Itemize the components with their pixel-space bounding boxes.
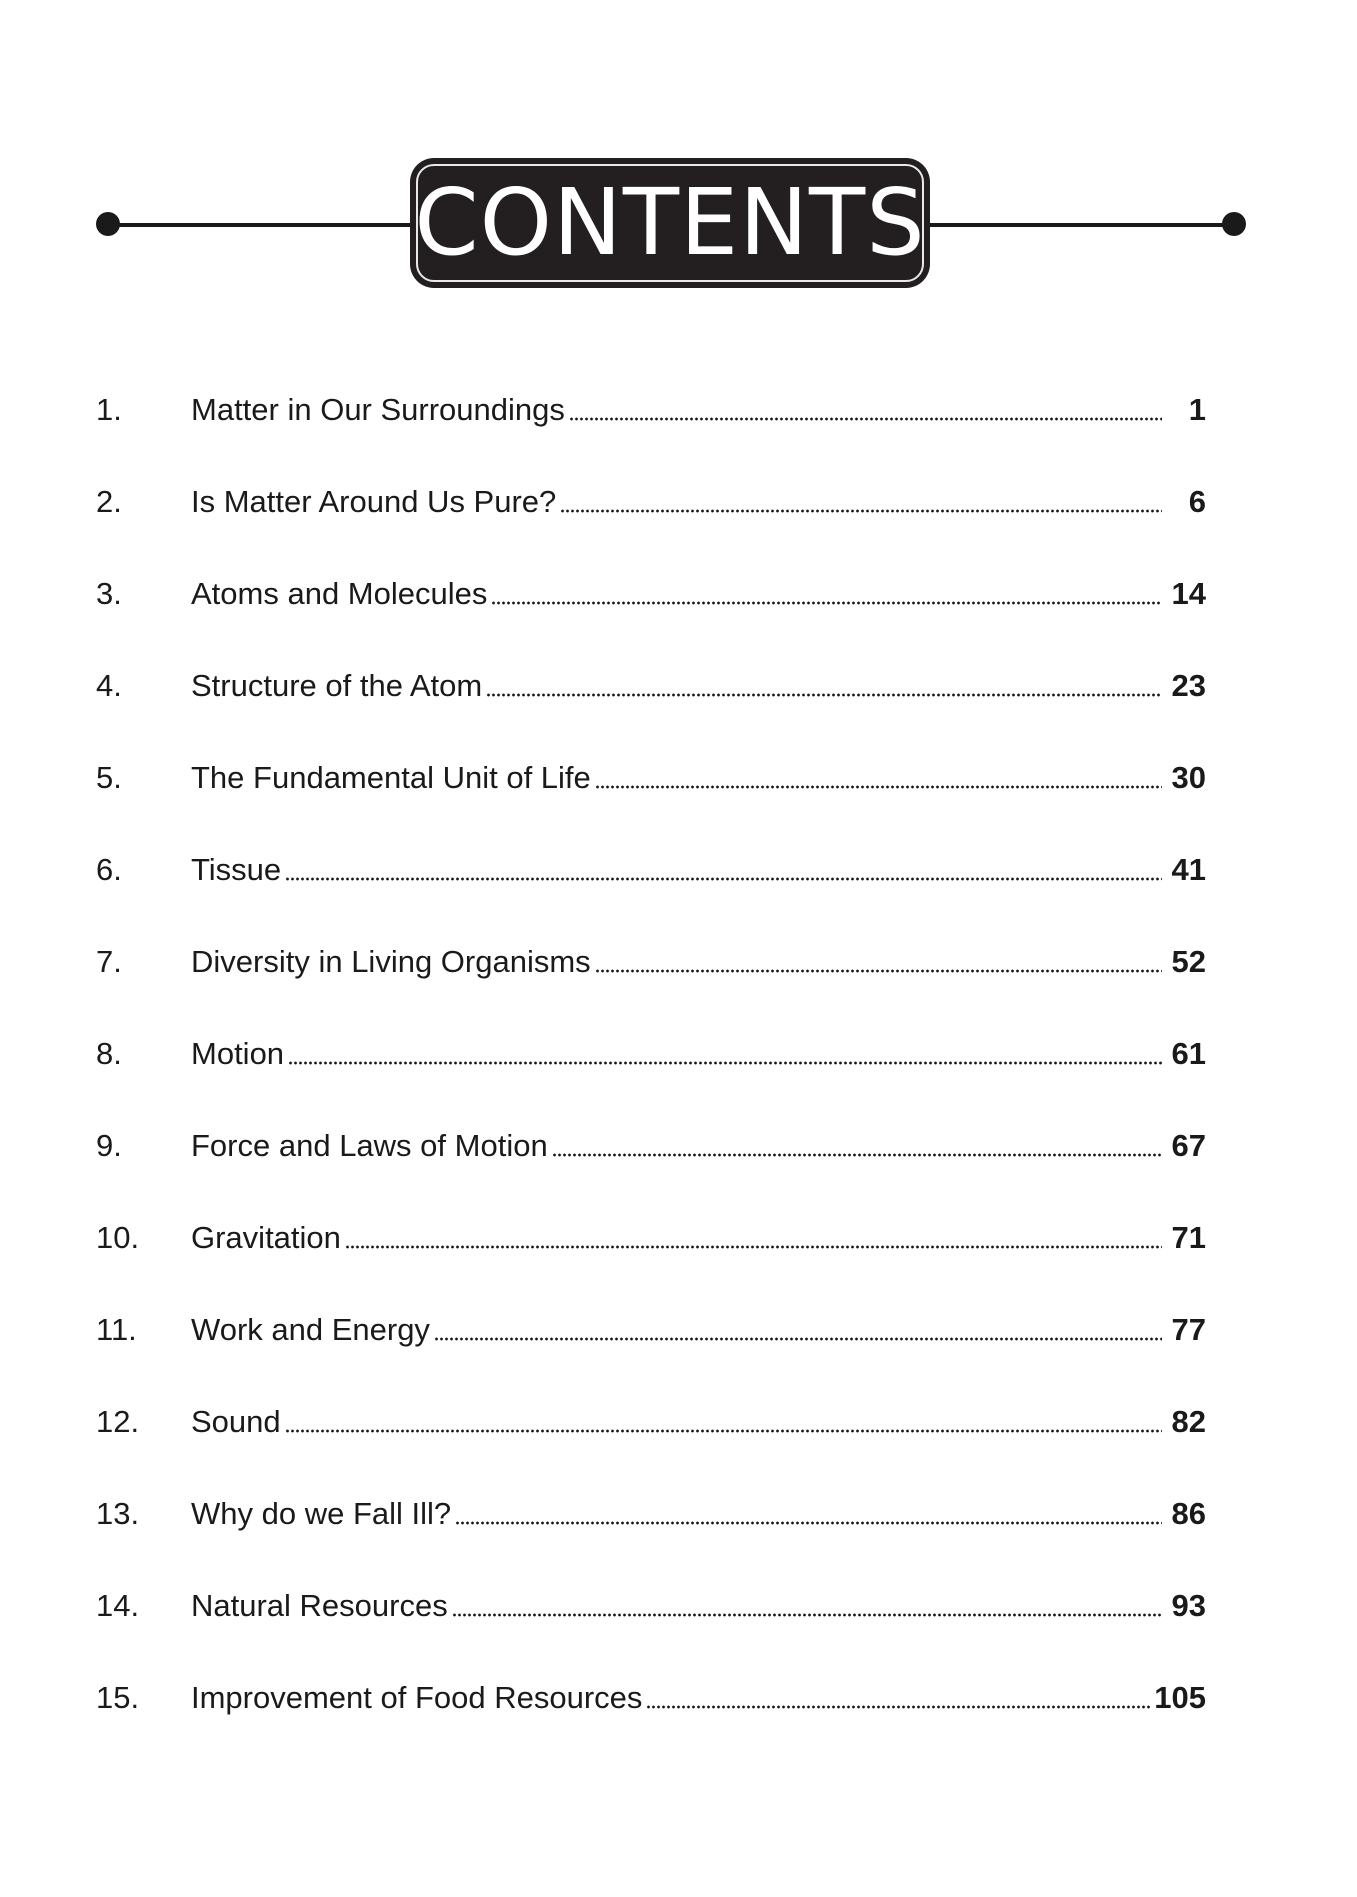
dot-leader (288, 1061, 1162, 1065)
toc-entry[interactable] (96, 1586, 1206, 1626)
dot-leader (434, 1337, 1162, 1341)
dot-leader (455, 1521, 1162, 1525)
page-number: 1 (1188, 392, 1206, 427)
chapter-number: 9. (96, 1128, 122, 1163)
dot-leader (486, 693, 1162, 697)
dot-leader (285, 877, 1162, 881)
chapter-number: 1. (96, 392, 122, 427)
page-number: 105 (1154, 1680, 1206, 1715)
chapter-number: 15. (96, 1680, 140, 1715)
chapter-number: 11. (96, 1312, 137, 1347)
chapter-title: Atoms and Molecules (191, 576, 488, 611)
chapter-number: 3. (96, 576, 122, 611)
page-number: 93 (1171, 1588, 1206, 1623)
chapter-title: Work and Energy (191, 1312, 430, 1347)
chapter-title: Gravitation (191, 1220, 341, 1255)
chapter-number: 4. (96, 668, 122, 703)
chapter-title: Matter in Our Surroundings (191, 392, 565, 427)
chapter-title: The Fundamental Unit of Life (191, 760, 591, 795)
toc-entry[interactable] (96, 390, 1206, 430)
chapter-title: Force and Laws of Motion (191, 1128, 548, 1163)
chapter-title: Diversity in Living Organisms (191, 944, 591, 979)
page-number: 82 (1171, 1404, 1206, 1439)
chapter-number: 13. (96, 1496, 140, 1531)
chapter-title: Motion (191, 1036, 285, 1071)
toc-entry[interactable] (96, 758, 1206, 798)
chapter-number: 5. (96, 760, 122, 795)
chapter-number: 6. (96, 852, 122, 887)
page-number: 23 (1171, 668, 1206, 703)
chapter-number: 2. (96, 484, 122, 519)
dot-leader (285, 1429, 1162, 1433)
toc-entry[interactable] (96, 1494, 1206, 1534)
dot-leader (595, 969, 1162, 973)
chapter-number: 12. (96, 1404, 140, 1439)
toc-entry[interactable] (96, 1126, 1206, 1166)
page-title: CONTENTS (414, 169, 926, 276)
chapter-title: Is Matter Around Us Pure? (191, 484, 557, 519)
chapter-title: Improvement of Food Resources (191, 1680, 643, 1715)
page-number: 52 (1171, 944, 1206, 979)
chapter-number: 10. (96, 1220, 140, 1255)
toc-entry[interactable] (96, 1678, 1206, 1718)
chapter-title: Structure of the Atom (191, 668, 483, 703)
page-number: 14 (1171, 576, 1206, 611)
chapter-title: Sound (191, 1404, 281, 1439)
page-number: 71 (1171, 1220, 1206, 1255)
toc-entry[interactable] (96, 942, 1206, 982)
toc-entry[interactable] (96, 1402, 1206, 1442)
toc-entry[interactable] (96, 574, 1206, 614)
page-number: 86 (1171, 1496, 1206, 1531)
dot-leader (452, 1613, 1162, 1617)
page-number: 30 (1171, 760, 1206, 795)
dot-leader (646, 1705, 1150, 1709)
chapter-number: 8. (96, 1036, 122, 1071)
page-number: 61 (1171, 1036, 1206, 1071)
dot-leader (560, 509, 1162, 513)
page-number: 77 (1171, 1312, 1206, 1347)
toc-entry[interactable] (96, 850, 1206, 890)
chapter-title: Natural Resources (191, 1588, 448, 1623)
dot-leader (491, 601, 1162, 605)
dot-leader (345, 1245, 1162, 1249)
contents-title-box (410, 158, 930, 288)
toc-entry[interactable] (96, 1310, 1206, 1350)
page-number: 6 (1188, 484, 1206, 519)
dot-leader (569, 417, 1162, 421)
chapter-number: 14. (96, 1588, 140, 1623)
toc-entry[interactable] (96, 482, 1206, 522)
dot-leader (552, 1153, 1162, 1157)
toc-entry[interactable] (96, 666, 1206, 706)
chapter-title: Tissue (191, 852, 282, 887)
toc-entry[interactable] (96, 1034, 1206, 1074)
chapter-title: Why do we Fall Ill? (191, 1496, 452, 1531)
chapter-number: 7. (96, 944, 122, 979)
dot-leader (595, 785, 1162, 789)
toc-entry[interactable] (96, 1218, 1206, 1258)
page-number: 41 (1171, 852, 1206, 887)
page-number: 67 (1171, 1128, 1206, 1163)
